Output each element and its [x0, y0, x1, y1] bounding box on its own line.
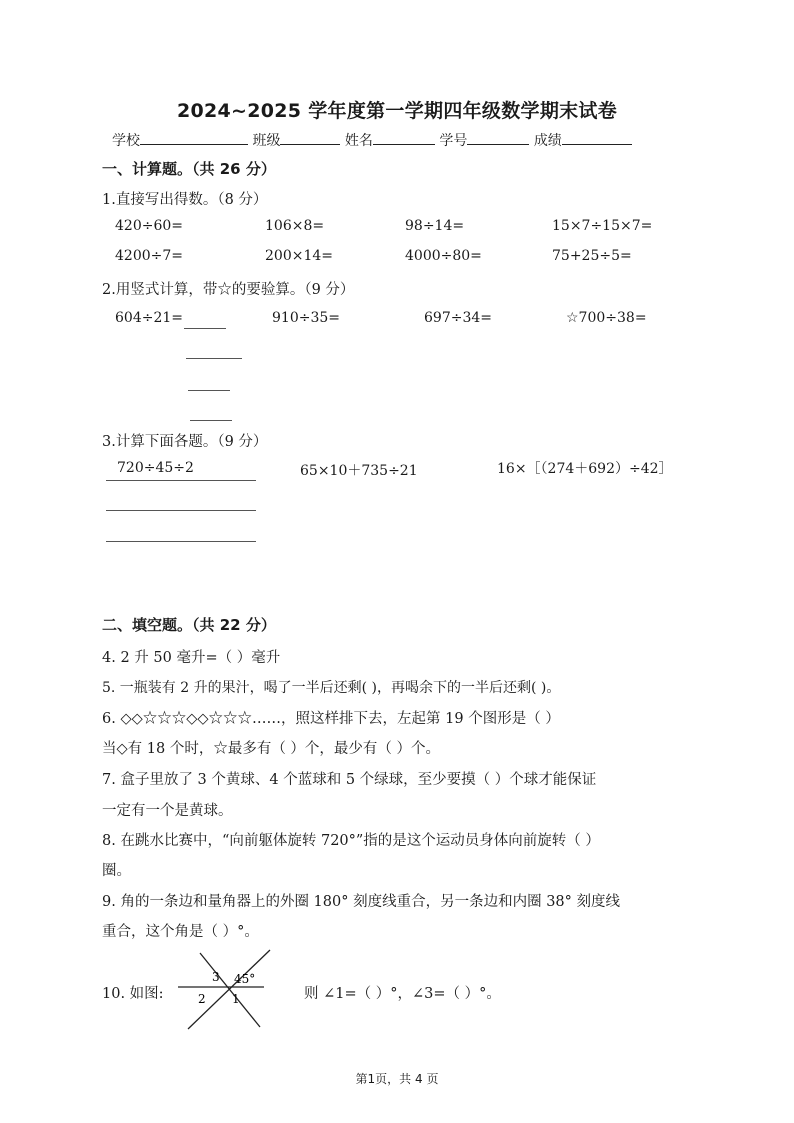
angle-label-1: 1 [232, 992, 240, 1006]
q9-text-cont: 重合，这个角是（ ）°。 [102, 924, 259, 940]
answer-line [188, 390, 230, 391]
exam-title: 2024~2025 学年度第一学期四年级数学期末试卷 [176, 100, 618, 122]
name-label: 姓名 [344, 133, 373, 149]
angle-label-2: 2 [198, 992, 206, 1006]
number-label: 学号 [439, 133, 468, 149]
school-label: 学校 [112, 133, 140, 149]
q7-text: 7. 盒子里放了 3 个黄球、4 个蓝球和 5 个绿球，至少要摸（ ）个球才能保证 [102, 772, 597, 788]
page-footer: 第1页，共 4 页 [355, 1072, 439, 1086]
q2-item: 604÷21= [115, 310, 183, 326]
class-label: 班级 [252, 133, 281, 149]
q1-item: 200×14= [265, 248, 333, 264]
q3-item: 720÷45÷2 [117, 460, 194, 476]
q1-item: 4200÷7= [115, 248, 183, 264]
angle-label-45: 45° [234, 972, 256, 986]
name-field[interactable] [373, 130, 435, 145]
q3-item: 16×［（274＋692）÷42］ [497, 461, 673, 477]
q6-text-cont: 当◇有 18 个时，☆最多有（ ）个，最少有（ ）个。 [102, 741, 441, 757]
q8-text-cont: 圈。 [102, 863, 131, 879]
answer-line [106, 541, 256, 542]
section1-heading: 一、计算题。（共 26 分） [102, 160, 276, 178]
number-field[interactable] [467, 130, 529, 145]
answer-line [186, 358, 242, 359]
answer-line [106, 510, 256, 511]
q5-text: 5. 一瓶装有 2 升的果汁，喝了一半后还剩( )，再喝余下的一半后还剩( )。 [102, 680, 561, 696]
q1-item: 4000÷80= [405, 248, 482, 264]
q1-item: 420÷60= [115, 218, 183, 234]
q1-item: 98÷14= [405, 218, 465, 234]
q4-text: 4. 2 升 50 毫升=（ ）毫升 [102, 650, 281, 666]
q2-item: 697÷34= [424, 310, 492, 326]
student-info-row [112, 130, 632, 150]
q10-prefix: 10. 如图: [102, 986, 164, 1002]
q1-item: 106×8= [265, 218, 325, 234]
answer-line [184, 328, 226, 329]
q7-text-cont: 一定有一个是黄球。 [102, 803, 233, 819]
answer-line [106, 480, 256, 481]
q1-label: 1.直接写出得数。（8 分） [102, 192, 268, 208]
angle-figure [172, 945, 282, 1035]
q1-item: 15×7÷15×7= [552, 218, 653, 234]
section2-heading: 二、填空题。（共 22 分） [102, 616, 276, 634]
angle-label-3: 3 [212, 970, 220, 984]
answer-line [190, 420, 232, 421]
q2-item: 910÷35= [272, 310, 340, 326]
score-field[interactable] [562, 130, 632, 145]
q9-text: 9. 角的一条边和量角器上的外圈 180° 刻度线重合，另一条边和内圈 38° 刻度线 [102, 894, 621, 910]
q1-item: 75+25÷5= [552, 248, 632, 264]
score-label: 成绩 [533, 133, 562, 149]
q3-label: 3.计算下面各题。（9 分） [102, 434, 268, 450]
q2-item: ☆700÷38= [566, 310, 647, 326]
q3-item: 65×10＋735÷21 [300, 463, 418, 479]
q10-answer: 则 ∠1=（ ）°，∠3=（ ）°。 [304, 986, 501, 1002]
q8-text: 8. 在跳水比赛中，“向前躯体旋转 720°”指的是这个运动员身体向前旋转（ ） [102, 833, 600, 849]
q2-label: 2.用竖式计算，带☆的要验算。（9 分） [102, 282, 355, 298]
school-field[interactable] [140, 130, 248, 145]
q6-text: 6. ◇◇☆☆☆◇◇☆☆☆……，照这样排下去，左起第 19 个图形是（ ） [102, 711, 560, 727]
class-field[interactable] [280, 130, 340, 145]
